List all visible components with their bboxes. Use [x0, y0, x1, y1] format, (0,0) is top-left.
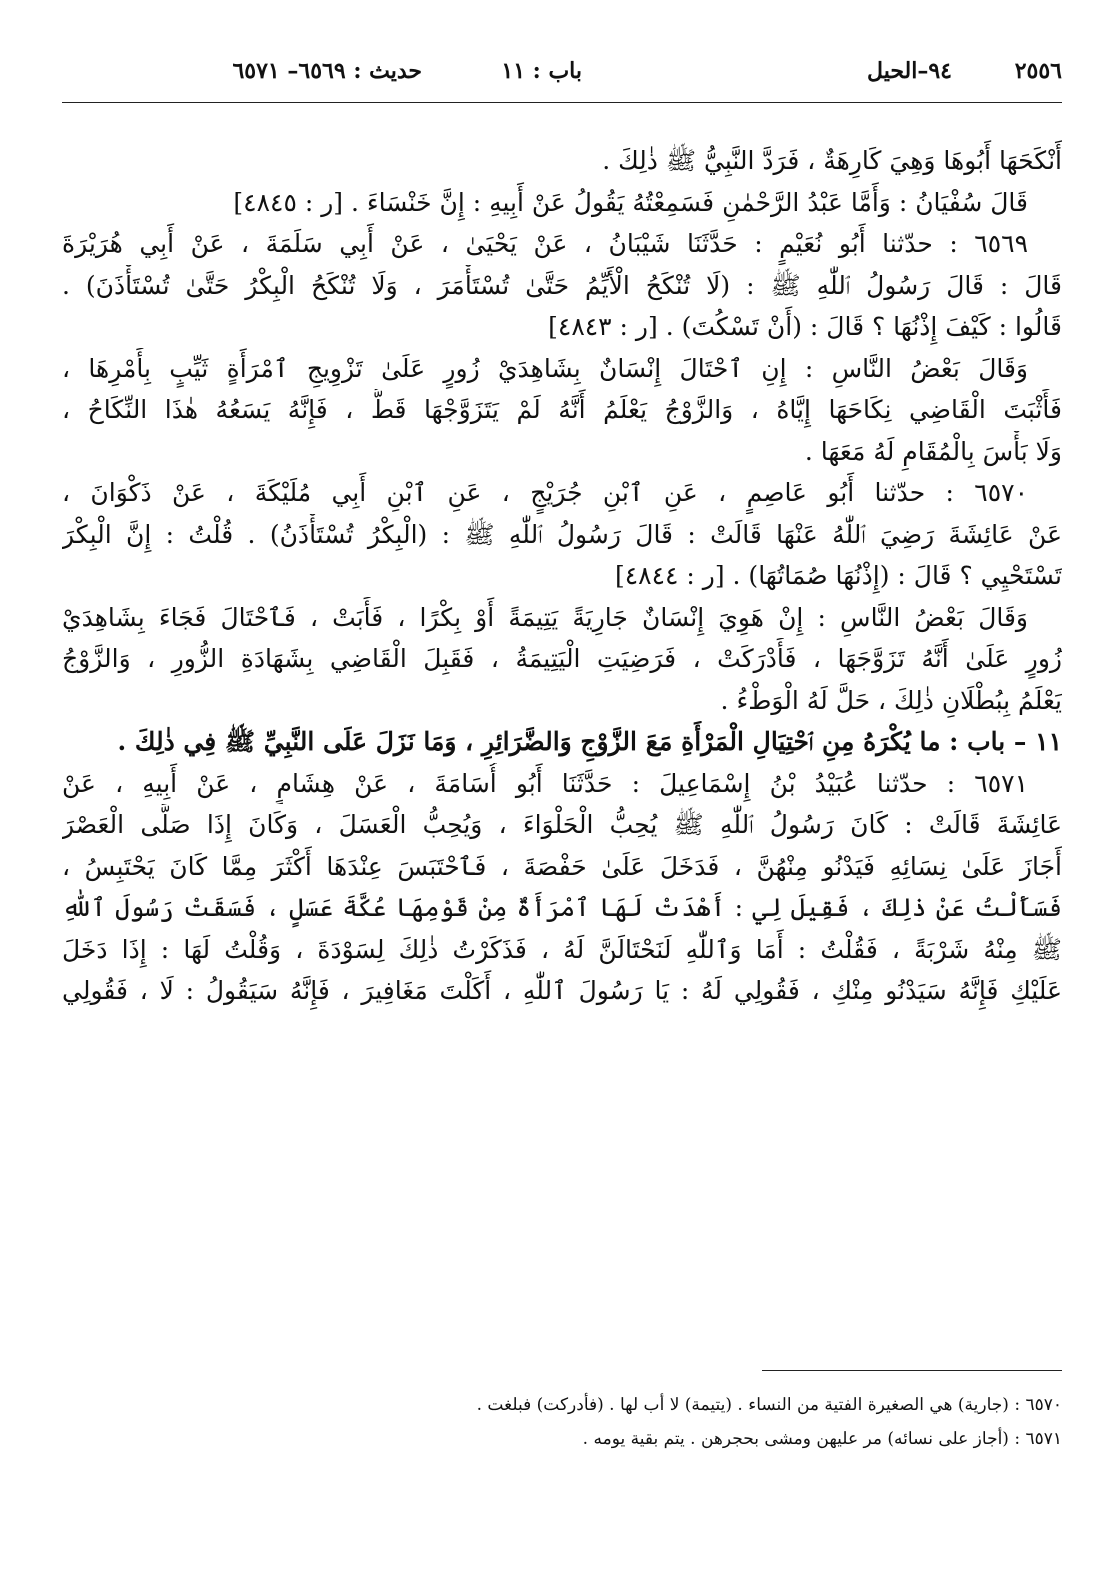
text-line: تَسْتَحْيِي ؟ قَالَ : (إِذْنُهَا صُمَاتُهَا) . [ر : ٤٨٤٤] [614, 561, 1062, 590]
chapter-heading: ١١ – باب : ما يُكْرَهُ مِنِ ٱحْتِيَالِ الْمَرْأَةِ مَعَ الزَّوْجِ وَالضَّرَائِرِ ، وَمَا نَزَلَ عَلَى النَّبِيِّ ﷺ فِي ذٰلِكَ . [117, 727, 1062, 756]
text-line: أَجَازَ عَلَىٰ نِسَائِهِ فَيَدْنُو مِنْهُنَّ ، فَدَخَلَ عَلَىٰ حَفْصَةَ ، فَٱحْتَبَسَ عِنْدَهَا أَكْثَرَ مِمَّا كَانَ يَحْتَبِسُ ، [62, 851, 1062, 881]
chapter-title: ٩٤–الحيل [867, 58, 952, 84]
footnote-divider [762, 1370, 1062, 1371]
text-line: قَالَ سُفْيَانُ : وَأَمَّا عَبْدُ الرَّحْمٰنِ فَسَمِعْتُهُ يَقُولُ عَنْ أَبِيهِ : إِنَّ خَنْسَاءَ . [ر : ٤٨٤٥] [233, 187, 1028, 217]
hadith-6569-start: ٦٥٦٩ : حدّثنا أَبُو نُعَيْمٍ : حَدَّثَنَا شَيْبَانُ ، عَنْ يَحْيَىٰ ، عَنْ أَبِي سَلَمَةَ ، عَنْ أَبِي هُرَيْرَةَ [62, 229, 1028, 258]
hadith-6571-start: ٦٥٧١ : حدّثنا عُبَيْدُ بْنُ إِسْمَاعِيلَ : حَدَّثَنَا أَبُو أُسَامَةَ ، عَنْ هِشَامٍ ، عَنْ أَبِيهِ ، عَنْ [62, 768, 1028, 798]
header-divider [62, 102, 1062, 103]
text-line: قَالَ : قَالَ رَسُولُ ٱللّٰهِ ﷺ : (لَا تُنْكَحُ الْأَيِّمُ حَتَّىٰ تُسْتَأْمَرَ ، وَلَا تُنْكَحُ الْبِكْرُ حَتَّىٰ تُسْتَأْذَنَ) . [62, 270, 1062, 300]
running-head [62, 58, 1062, 98]
footnote-6571: ٦٥٧١ : (أجاز على نسائه) مر عليهن ومشى بحجرهن . يتم بقية يومه . [582, 1429, 1062, 1449]
page-number: ٢٥٥٦ [1014, 58, 1062, 84]
text-line: زُورٍ عَلَىٰ أَنَّهُ تَزَوَّجَهَا ، فَأَدْرَكَتْ ، فَرَضِيَتِ الْيَتِيمَةُ ، فَقَبِلَ الْقَاضِي بِشَهَادَةِ الزُّورِ ، وَالزَّوْجُ [62, 644, 1062, 673]
main-text [62, 140, 1062, 1012]
text-line: وَقَالَ بَعْضُ النَّاسِ : إِنِ ٱحْتَالَ إِنْسَانٌ بِشَاهِدَيْ زُورٍ عَلَىٰ تَزْوِيجِ ٱمْرَأَةٍ ثَيِّبٍ بِأَمْرِهَا ، [62, 353, 1028, 383]
text-line: عَلَيْكِ فَإِنَّهُ سَيَدْنُو مِنْكِ ، فَقُولِي لَهُ : يَا رَسُولَ ٱللّٰهِ ، أَكَلْتَ مَغَافِيرَ ، فَإِنَّهُ سَيَقُولُ : لَا ، فَقُولِي [62, 976, 1062, 1005]
text-line: فَسَأَلْتُ عَنْ ذٰلِكَ ، فَقِيلَ لِي : أَهْدَتْ لَهَا ٱمْرَأَةٌ مِنْ قَوْمِهَا عُكَّةَ عَسَلٍ ، فَسَقَتْ رَسُولَ ٱللّٰهِ [62, 893, 1062, 922]
text-line: فَأَثْبَتَ الْقَاضِي نِكَاحَهَا إِيَّاهُ ، وَالزَّوْجُ يَعْلَمُ أَنَّهُ لَمْ يَتَزَوَّجْهَا قَطُّ ، فَإِنَّهُ يَسَعُهُ هٰذَا النِّكَاحُ ، [62, 395, 1062, 424]
bab-number: باب : ١١ [501, 58, 582, 84]
footnotes [62, 1388, 1062, 1456]
text-line: وَلَا بَأْسَ بِالْمُقَامِ لَهُ مَعَهَا . [804, 436, 1062, 466]
text-line: قَالُوا : كَيْفَ إِذْنُهَا ؟ قَالَ : (أَنْ تَسْكُتَ) . [ر : ٤٨٤٣] [548, 312, 1062, 341]
hadith-range: حديث : ٦٥٦٩– ٦٥٧١ [232, 58, 422, 84]
hadith-6570-start: ٦٥٧٠ : حدّثنا أَبُو عَاصِمٍ ، عَنِ ٱبْنِ جُرَيْجٍ ، عَنِ ٱبْنِ أَبِي مُلَيْكَةَ ، عَنْ ذَكْوَانَ ، [62, 478, 1028, 507]
text-line: وَقَالَ بَعْضُ النَّاسِ : إِنْ هَوِيَ إِنْسَانٌ جَارِيَةً يَتِيمَةً أَوْ بِكْرًا ، فَأَبَتْ ، فَٱحْتَالَ فَجَاءَ بِشَاهِدَيْ [62, 602, 1028, 632]
text-line: يَعْلَمُ بِبُطْلَانِ ذٰلِكَ ، حَلَّ لَهُ الْوَطْءُ . [720, 685, 1062, 715]
text-line: عَنْ عَائِشَةَ رَضِيَ ٱللّٰهُ عَنْهَا قَالَتْ : قَالَ رَسُولُ ٱللّٰهِ ﷺ : (الْبِكْرُ تُسْتَأْذَنُ) . قُلْتُ : إِنَّ الْبِكْرَ [62, 519, 1062, 549]
text-line: عَائِشَةَ قَالَتْ : كَانَ رَسُولُ ٱللّٰهِ ﷺ يُحِبُّ الْحَلْوَاءَ ، وَيُحِبُّ الْعَسَلَ ، وَكَانَ إِذَا صَلَّى الْعَصْرَ [62, 810, 1062, 839]
footnote-6570: ٦٥٧٠ : (جارية) هي الصغيرة الفتية من النساء . (يتيمة) لا أب لها . (فأدركت) فبلغت . [476, 1395, 1062, 1415]
text-line: ﷺ مِنْهُ شَرْبَةً ، فَقُلْتُ : أَمَا وَٱللّٰهِ لَنَحْتَالَنَّ لَهُ ، فَذَكَرْتُ ذٰلِكَ لِسَوْدَةَ ، وَقُلْتُ لَهَا : إِذَا دَخَلَ [62, 934, 1062, 964]
text-line: أَنْكَحَهَا أَبُوهَا وَهِيَ كَارِهَةٌ ، فَرَدَّ النَّبِيُّ ﷺ ذٰلِكَ . [602, 146, 1062, 175]
book-page [62, 0, 1062, 1588]
